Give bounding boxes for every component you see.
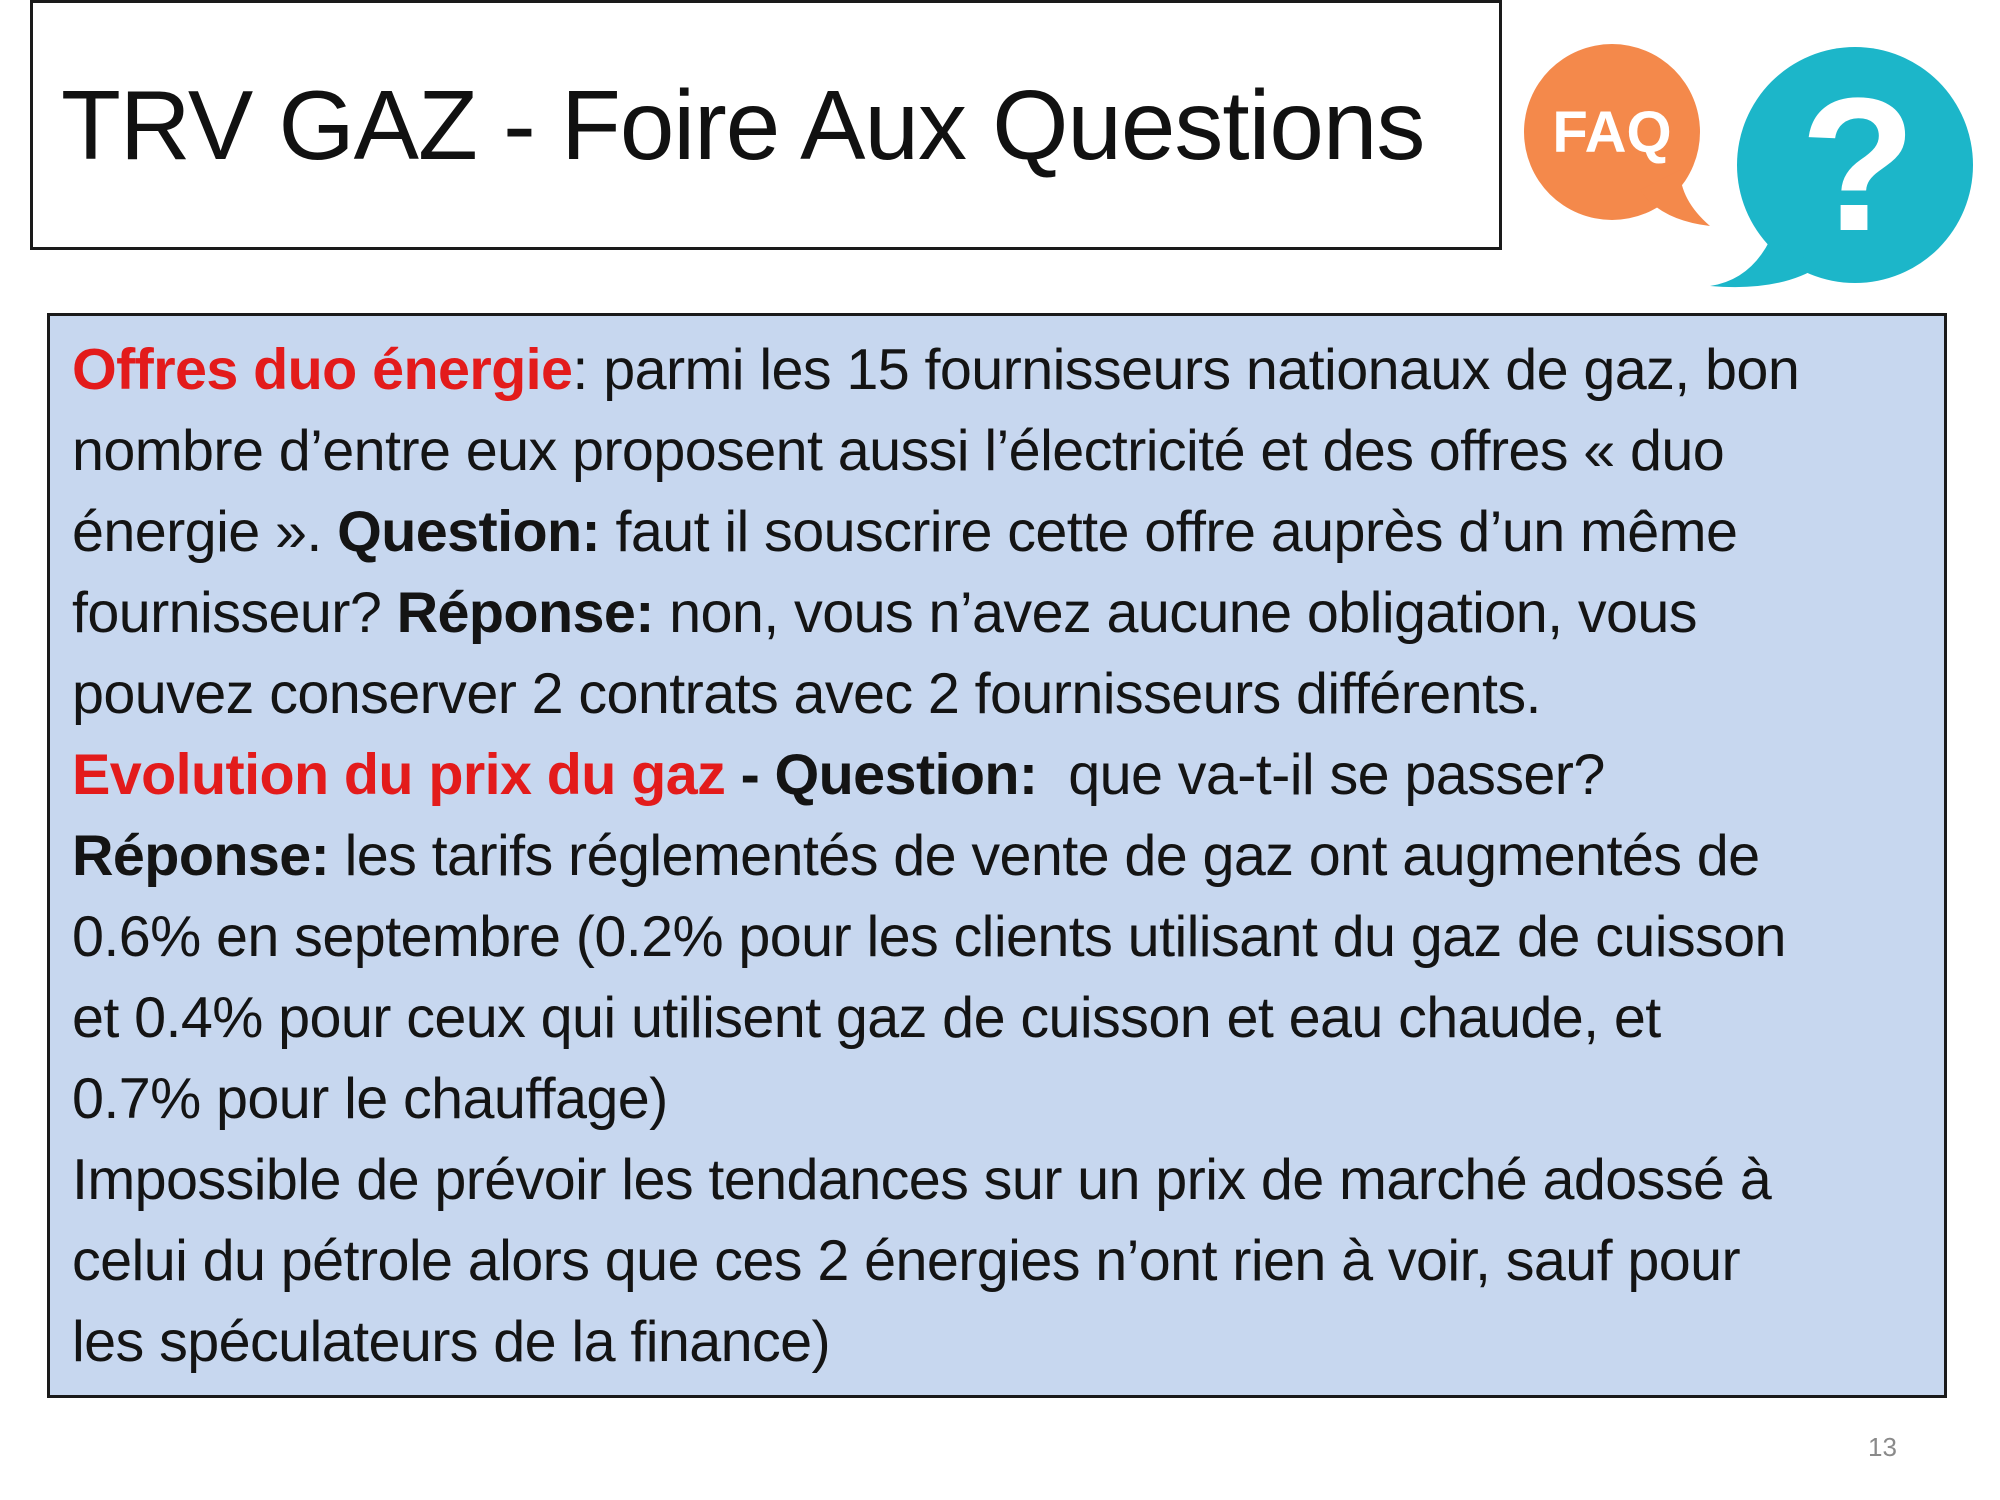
faq-line (72, 735, 1932, 816)
answer-label: Réponse: (72, 824, 330, 888)
faq-line: pouvez conserver 2 contrats avec 2 fournisseurs différents. (72, 662, 1541, 726)
faq-content-box (47, 313, 1947, 1398)
faq-line (72, 492, 1932, 573)
text-fragment: énergie ». (72, 500, 338, 564)
faq-label: FAQ (1552, 100, 1672, 165)
question-bubble-icon (1710, 47, 1973, 287)
faq-line: 0.6% en septembre (0.2% pour les clients utilisant du gaz de cuisson (72, 905, 1786, 969)
question-mark: ? (1799, 59, 1917, 271)
text-fragment: non, vous n’avez aucune obligation, vous (653, 581, 1697, 645)
faq-line: les spéculateurs de la finance) (72, 1310, 831, 1374)
faq-line: et 0.4% pour ceux qui utilisent gaz de cuisson et eau chaude, et (72, 986, 1661, 1050)
text-fragment: fournisseur? (72, 581, 397, 645)
text-fragment: faut il souscrire cette offre auprès d’un même (600, 500, 1738, 564)
text-fragment: que va-t-il se passer? (1037, 743, 1605, 807)
answer-label: Réponse: (396, 581, 654, 645)
faq-line: celui du pétrole alors que ces 2 énergies n’ont rien à voir, sauf pour (72, 1229, 1741, 1293)
title-box (30, 0, 1502, 250)
faq-content (72, 330, 1932, 1383)
page-title: TRV GAZ - Foire Aux Questions (61, 69, 1425, 180)
faq-line (72, 816, 1932, 897)
section-heading-price: Evolution du prix du gaz (72, 743, 726, 807)
page-number: 13 (1868, 1432, 1897, 1462)
faq-line: nombre d’entre eux proposent aussi l’électricité et des offres « duo (72, 419, 1725, 483)
question-label: - Question: (725, 743, 1038, 807)
faq-icon (1520, 30, 1980, 290)
faq-line (72, 573, 1932, 654)
faq-line: 0.7% pour le chauffage) (72, 1067, 668, 1131)
text-fragment: : (572, 338, 604, 402)
section-heading-duo: Offres duo énergie (72, 338, 573, 402)
faq-bubble-icon (1524, 44, 1710, 226)
question-label: Question: (337, 500, 601, 564)
faq-line: Impossible de prévoir les tendances sur un prix de marché adossé à (72, 1148, 1772, 1212)
text-fragment: parmi les 15 fournisseurs nationaux de gaz, bon (603, 338, 1800, 402)
text-fragment: les tarifs réglementés de vente de gaz ont augmentés de (329, 824, 1760, 888)
faq-line (72, 330, 1932, 411)
